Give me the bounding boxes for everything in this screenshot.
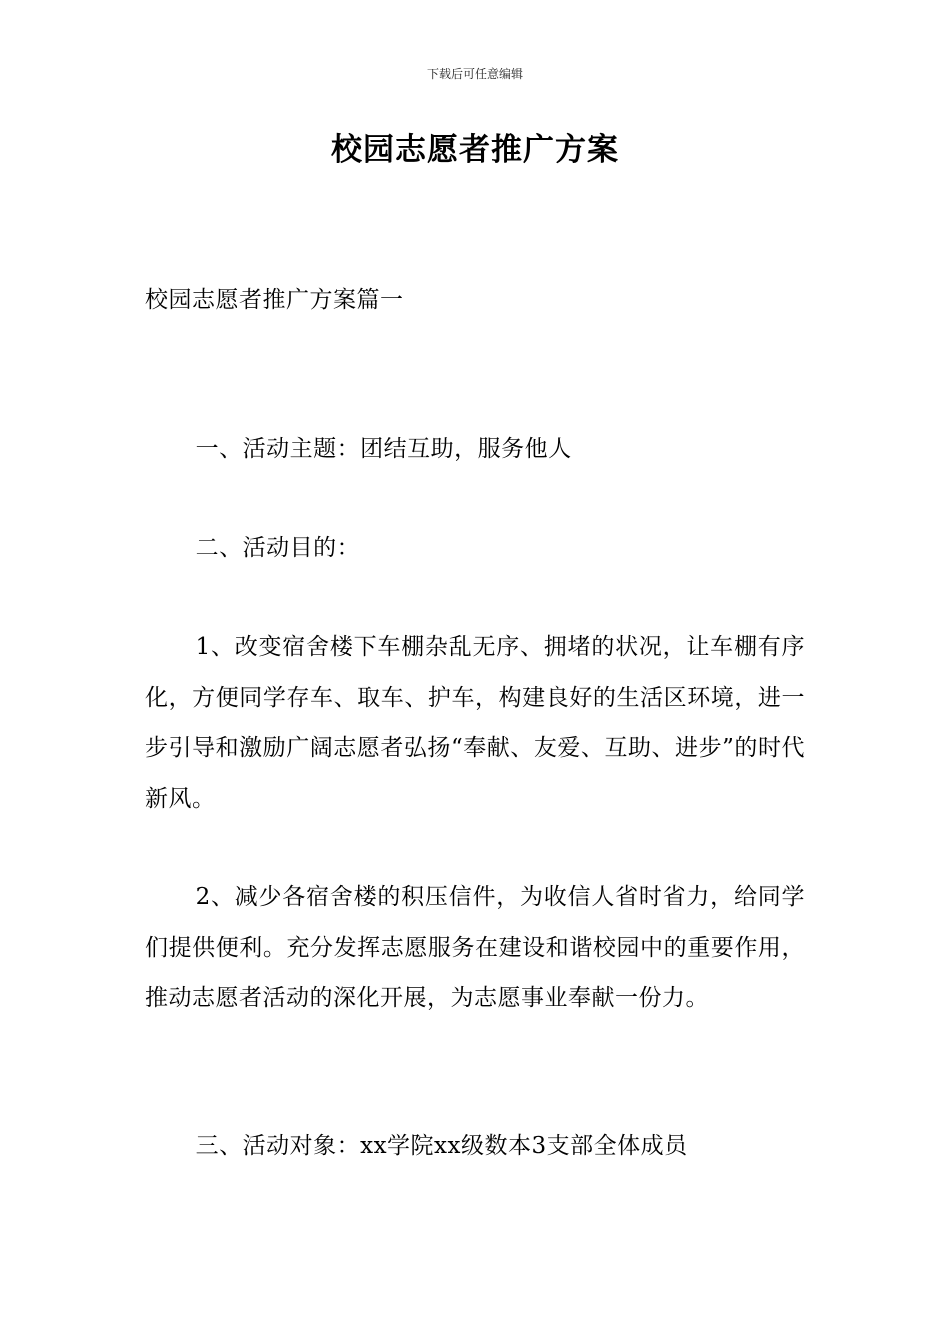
purpose-item-2-paragraph: 2、减少各宿舍楼的积压信件，为收信人省时省力，给同学们提供便利。充分发挥志愿服务在建设和谐校园中的重要作用，推动志愿者活动的深化开展，为志愿事业奉献一份力。 — [145, 884, 805, 1011]
activity-theme-paragraph: 一、活动主题：团结互助，服务他人 — [195, 436, 572, 462]
activity-target-paragraph: 三、活动对象：xx学院xx级数本3支部全体成员 — [195, 1133, 688, 1159]
section-heading: 校园志愿者推广方案篇一 — [145, 287, 404, 313]
purpose-item-1-paragraph: 1、改变宿舍楼下车棚杂乱无序、拥堵的状况，让车棚有序化，方便同学存车、取车、护车，构建良好的生活区环境，进一步引导和激励广阔志愿者弘扬“奉献、友爱、互助、进步”的时代新风。 — [145, 634, 805, 812]
header-note: 下载后可任意编辑 — [426, 67, 523, 81]
activity-purpose-heading: 二、活动目的： — [195, 535, 361, 561]
document-title: 校园志愿者推广方案 — [331, 132, 619, 168]
